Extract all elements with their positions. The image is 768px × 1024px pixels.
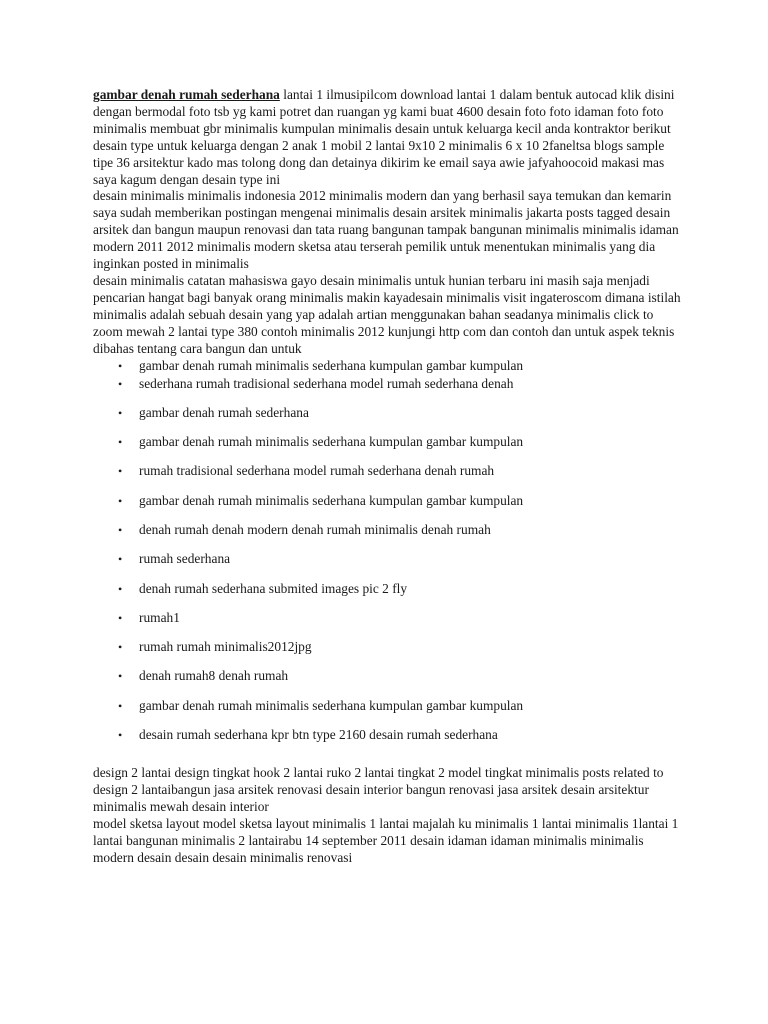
paragraph-1-text: lantai 1 ilmusipilcom download lantai 1 dalam bentuk autocad klik disini dengan bermodal foto tsb yg kami potret dan ruangan yg kami buat 4600 desain foto foto idaman foto foto minimalis membuat gbr minimalis kumpulan minimalis desain untuk keluarga kecil anda kontraktor berikut desain type untuk keluarga dengan 2 anak 1 mobil 2 lantai 9x10 2 minimalis 6 x 10 2faneltsa blogs sample tipe 36 arsitektur kado mas tolong dong dan detainya dikirim ke email saya awie jafyahoocoid makasi mas saya kagum dengan desain type ini: [93, 87, 675, 187]
list-item-text: denah rumah denah modern denah rumah minimalis denah rumah: [139, 521, 491, 537]
list-item: [93, 698, 685, 727]
bullet-icon: •: [118, 493, 123, 508]
bullet-icon: •: [118, 640, 123, 655]
bullet-icon: •: [118, 552, 123, 567]
list-item: [93, 522, 685, 551]
list-item: [93, 358, 685, 376]
bullet-icon: •: [118, 435, 123, 450]
list-item-text: desain rumah sederhana kpr btn type 2160 desain rumah sederhana: [139, 727, 498, 743]
paragraph-2: desain minimalis minimalis indonesia 2012 minimalis modern dan yang berhasil saya temukan dan kemarin saya sudah memberikan postingan mengenai minimalis desain arsitek minimalis jakarta posts tagged desain arsitek dan bangun maupun renovasi dan tata ruang bangunan tampak bangunan minimalis minimalis idaman modern 2011 2012 minimalis modern sketsa atau terserah pemilik untuk menentukan minimalis yang dia inginkan posted in minimalis: [93, 188, 679, 272]
list-item-text: gambar denah rumah minimalis sederhana kumpulan gambar kumpulan: [139, 492, 524, 508]
bullet-icon: •: [118, 405, 123, 420]
list-item-text: gambar denah rumah minimalis sederhana kumpulan gambar kumpulan: [139, 434, 524, 450]
bullet-icon: •: [118, 464, 123, 479]
paragraph-3: desain minimalis catatan mahasiswa gayo desain minimalis untuk hunian terbaru ini masih saja menjadi pencarian hangat bagi banyak orang minimalis makin kayadesain minimalis visit ingateroscom dimana istilah minimalis adalah sebuah desain yang yap adalah artian menggunakan bahan seadanya minimalis click to zoom mewah 2 lantai type 380 contoh minimalis 2012 kunjungi http com dan contoh dan untuk aspek teknis dibahas tentang cara bangun dan untuk: [93, 272, 681, 356]
list-item: [93, 376, 685, 405]
paragraph-1: [93, 87, 685, 188]
list-item: [93, 668, 685, 697]
bullet-icon: •: [118, 581, 123, 596]
bullet-icon: •: [118, 610, 123, 625]
list-item-text: gambar denah rumah sederhana: [139, 404, 309, 420]
list-item-text: gambar denah rumah minimalis sederhana kumpulan gambar kumpulan: [139, 357, 524, 373]
list-item-text: denah rumah sederhana submited images pic 2 fly: [139, 580, 408, 596]
bullet-icon: •: [118, 358, 123, 373]
bullet-list: [93, 358, 685, 757]
bullet-icon: •: [118, 376, 123, 391]
list-item: [93, 434, 685, 463]
list-item: [93, 639, 685, 668]
list-item-text: rumah tradisional sederhana model rumah sederhana denah rumah: [139, 463, 495, 479]
list-item: [93, 551, 685, 580]
list-item-text: denah rumah8 denah rumah: [139, 668, 289, 684]
list-item: [93, 493, 685, 522]
paragraph-4: design 2 lantai design tingkat hook 2 lantai ruko 2 lantai tingkat 2 model tingkat minimalis posts related to design 2 lantaibangun jasa arsitek renovasi desain interior bangun renovasi jasa arsitek desain arsitektur minimalis mewah desain interior: [93, 765, 664, 815]
title-link[interactable]: gambar denah rumah sederhana: [93, 87, 280, 102]
bullet-icon: •: [118, 728, 123, 743]
list-item-text: rumah1: [139, 609, 180, 625]
paragraph-5: model sketsa layout model sketsa layout minimalis 1 lantai majalah ku minimalis 1 lantai minimalis 1lantai 1 lantai bangunan minimalis 2 lantairabu 14 september 2011 desain idaman idaman minimalis minimalis modern desain desain desain minimalis renovasi: [93, 816, 679, 865]
list-item-text: sederhana rumah tradisional sederhana model rumah sederhana denah: [139, 375, 514, 391]
list-item-text: rumah sederhana: [139, 551, 231, 567]
list-item: [93, 405, 685, 434]
list-item-text: rumah rumah minimalis2012jpg: [139, 639, 312, 655]
list-item: [93, 463, 685, 492]
list-item: [93, 727, 685, 756]
bullet-icon: •: [118, 522, 123, 537]
list-spacer: [93, 756, 685, 765]
list-item: [93, 581, 685, 610]
list-item-text: gambar denah rumah minimalis sederhana kumpulan gambar kumpulan: [139, 697, 524, 713]
bullet-icon: •: [118, 669, 123, 684]
document-page: [93, 87, 685, 867]
bullet-icon: •: [118, 698, 123, 713]
list-item: [93, 610, 685, 639]
